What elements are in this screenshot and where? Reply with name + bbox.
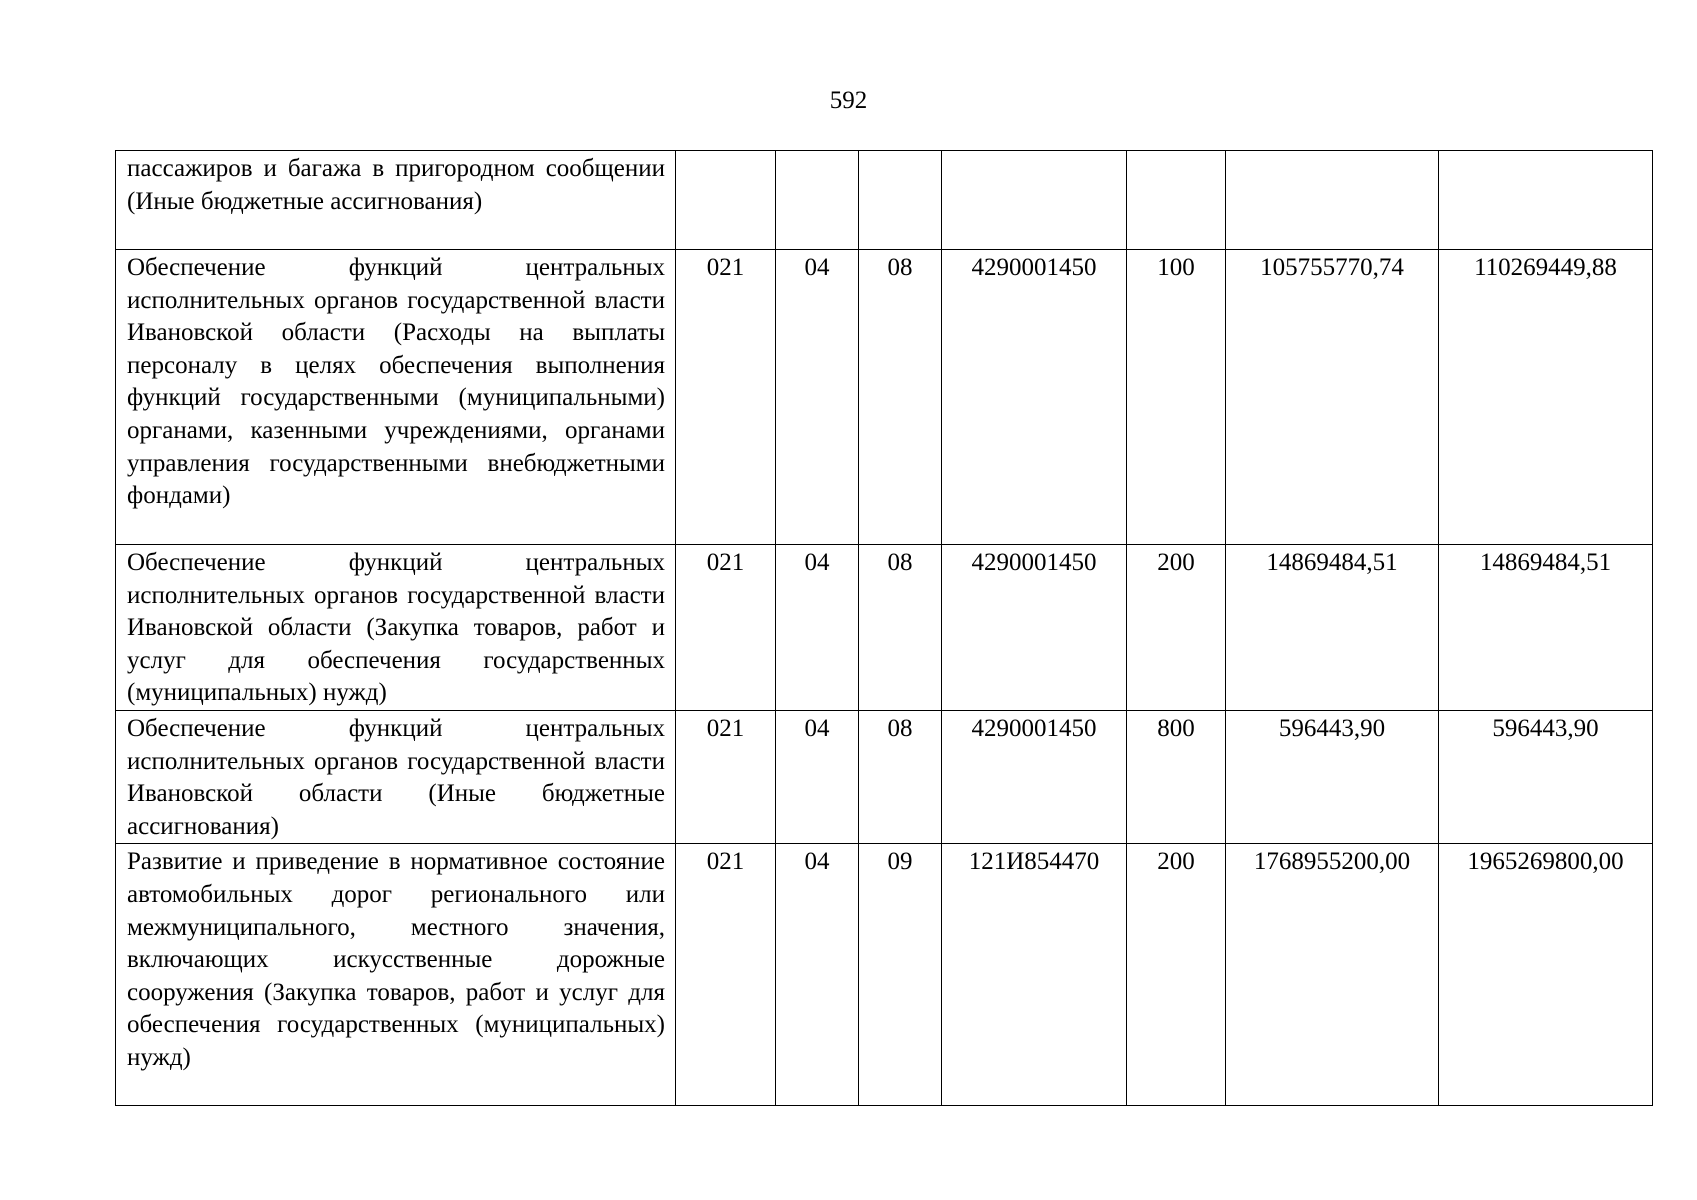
ministry-code-cell: 021	[676, 250, 776, 545]
amount-2-cell: 14869484,51	[1439, 545, 1653, 711]
subsection-code-cell: 08	[859, 545, 942, 711]
table-row	[116, 151, 1653, 250]
row-description: Обеспечение функций центральных исполнительных органов государственной власти Ивановской области (Закупка товаров, работ и услуг для обеспечения государственных (муниципальных) нужд)	[116, 545, 676, 711]
target-article-cell: 4290001450	[942, 545, 1127, 711]
subsection-code-cell	[859, 151, 942, 250]
target-article-cell: 4290001450	[942, 710, 1127, 843]
amount-2-cell: 110269449,88	[1439, 250, 1653, 545]
budget-table	[115, 150, 1653, 1106]
table-row	[116, 250, 1653, 545]
ministry-code-cell: 021	[676, 710, 776, 843]
section-code-cell: 04	[776, 710, 859, 843]
amount-2-cell	[1439, 151, 1653, 250]
section-code-cell: 04	[776, 844, 859, 1106]
ministry-code-cell: 021	[676, 844, 776, 1106]
page-number: 592	[829, 87, 868, 114]
subsection-code-cell: 09	[859, 844, 942, 1106]
expense-type-cell: 200	[1127, 844, 1226, 1106]
table-row	[116, 710, 1653, 843]
section-code-cell: 04	[776, 545, 859, 711]
expense-type-cell: 200	[1127, 545, 1226, 711]
expense-type-cell: 800	[1127, 710, 1226, 843]
expense-type-cell	[1127, 151, 1226, 250]
row-description: Обеспечение функций центральных исполнительных органов государственной власти Ивановской области (Расходы на выплаты персоналу в целях обеспечения выполнения функций государственными (муниципальными) органами, казенными учреждениями, органами управления государственными внебюджетными фондами)	[116, 250, 676, 545]
table-row	[116, 545, 1653, 711]
target-article-cell	[942, 151, 1127, 250]
target-article-cell: 121И854470	[942, 844, 1127, 1106]
amount-1-cell	[1226, 151, 1439, 250]
table-row	[116, 844, 1653, 1106]
amount-1-cell: 14869484,51	[1226, 545, 1439, 711]
amount-1-cell: 1768955200,00	[1226, 844, 1439, 1106]
row-description: Развитие и приведение в нормативное состояние автомобильных дорог регионального или межмуниципального, местного значения, включающих искусственные дорожные сооружения (Закупка товаров, работ и услуг для обеспечения государственных (муниципальных) нужд)	[116, 844, 676, 1106]
amount-1-cell: 105755770,74	[1226, 250, 1439, 545]
section-code-cell: 04	[776, 250, 859, 545]
section-code-cell	[776, 151, 859, 250]
target-article-cell: 4290001450	[942, 250, 1127, 545]
row-description: Обеспечение функций центральных исполнительных органов государственной власти Ивановской области (Иные бюджетные ассигнования)	[116, 710, 676, 843]
subsection-code-cell: 08	[859, 250, 942, 545]
amount-2-cell: 1965269800,00	[1439, 844, 1653, 1106]
row-description: пассажиров и багажа в пригородном сообщении (Иные бюджетные ассигнования)	[116, 151, 676, 250]
amount-2-cell: 596443,90	[1439, 710, 1653, 843]
ministry-code-cell: 021	[676, 545, 776, 711]
ministry-code-cell	[676, 151, 776, 250]
subsection-code-cell: 08	[859, 710, 942, 843]
amount-1-cell: 596443,90	[1226, 710, 1439, 843]
expense-type-cell: 100	[1127, 250, 1226, 545]
